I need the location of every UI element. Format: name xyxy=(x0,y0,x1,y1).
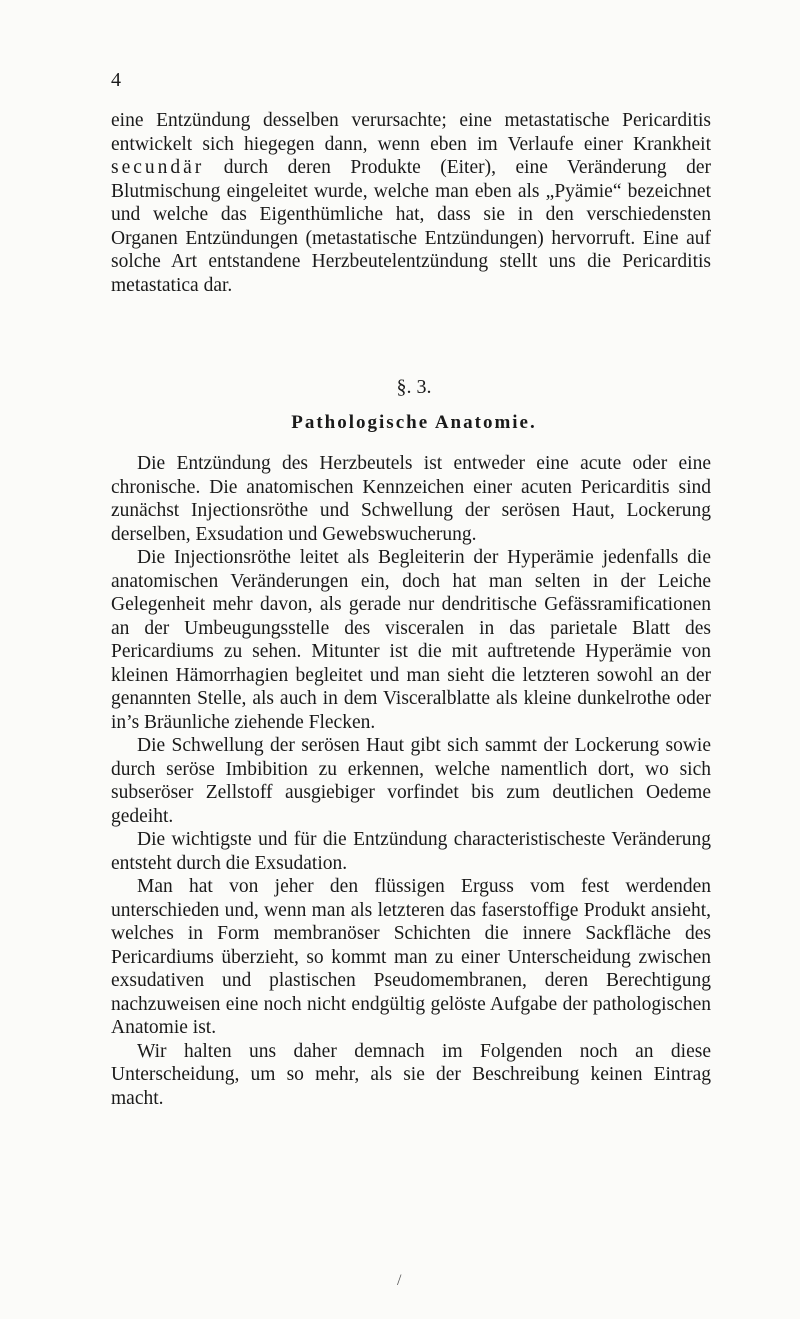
paragraph: Die Injectionsröthe leitet als Begleiterin der Hyperämie jedenfalls die anatomischen Veränderungen ein, doch hat man selten in der Leiche Gelegenheit mehr davon, als gerade nur dendritische Gefässramificationen an der Umbeugungsstelle des visceralen in das parietale Blatt des Pericardiums zu sehen. Mitunter ist die mit auftretende Hyperämie von kleinen Hämorrhagien begleitet und man sieht die letzteren sowohl an der genannten Stelle, als auch in dem Visceralblatte als kleine dunkelrothe oder in’s Bräunliche ziehende Flecken. xyxy=(111,547,711,733)
main-text-block xyxy=(111,452,711,1110)
page-number: 4 xyxy=(111,69,121,91)
paragraph: Die Entzündung des Herzbeutels ist entweder eine acute oder eine chronische. Die anatomischen Kennzeichen einer acuten Pericarditis sind zunächst Injectionsröthe und Schwellung der serösen Haut, Lockerung derselben, Exsudation und Gewebswucherung. xyxy=(111,453,711,545)
paragraph: Die wichtigste und für die Entzündung characteristischeste Veränderung entsteht durch die Exsudation. xyxy=(111,829,711,874)
section-number: §. 3. xyxy=(396,376,432,398)
paragraph: Man hat von jeher den flüssigen Erguss vom fest werdenden unterschieden und, wenn man als letzteren das faserstoffige Produkt ansieht, welches in Form membranöser Schichten die innere Sackfläche des Pericardiums überzieht, so kommt man zu einer Unterscheidung zwischen exsudativen und plastischen Pseudomembranen, deren Berechtigung nachzuweisen eine noch nicht endgültig gelöste Aufgabe der pathologischen Anatomie ist. xyxy=(111,876,711,1038)
paragraph: Wir halten uns daher demnach im Folgenden noch an diese Unterscheidung, um so mehr, als sie der Beschreibung keinen Eintrag macht. xyxy=(111,1040,711,1109)
intro-text-part-2: durch deren Produkte (Eiter), eine Veränderung der Blutmischung eingeleitet wurde, welche man eben als „Pyämie“ bezeichnet und welche das Eigenthümliche hat, dass sie in den verschiedensten Organen Entzündungen (metastatische Entzündungen) hervorruft. Eine auf solche Art entstandene Herzbeutelentzündung stellt uns die Pericarditis metastatica dar. xyxy=(111,157,711,296)
section-title: Pathologische Anatomie. xyxy=(291,412,537,433)
stray-mark: / xyxy=(397,1272,402,1289)
paragraph: Die Schwellung der serösen Haut gibt sich sammt der Lockerung sowie durch seröse Imbibition zu erkennen, welche namentlich dort, wo sich subseröser Zellstoff ausgiebiger vorfindet bis zum deutlichen Oedeme gedeiht. xyxy=(111,735,711,827)
intro-paragraph xyxy=(111,109,711,297)
intro-text-part-1: eine Entzündung desselben verursachte; eine metastatische Pericarditis entwickelt sich hiegegen dann, wenn eben im Verlaufe einer Krankheit xyxy=(111,110,711,155)
emphasized-word: secundär xyxy=(111,157,205,178)
intro-text-block xyxy=(111,109,711,297)
